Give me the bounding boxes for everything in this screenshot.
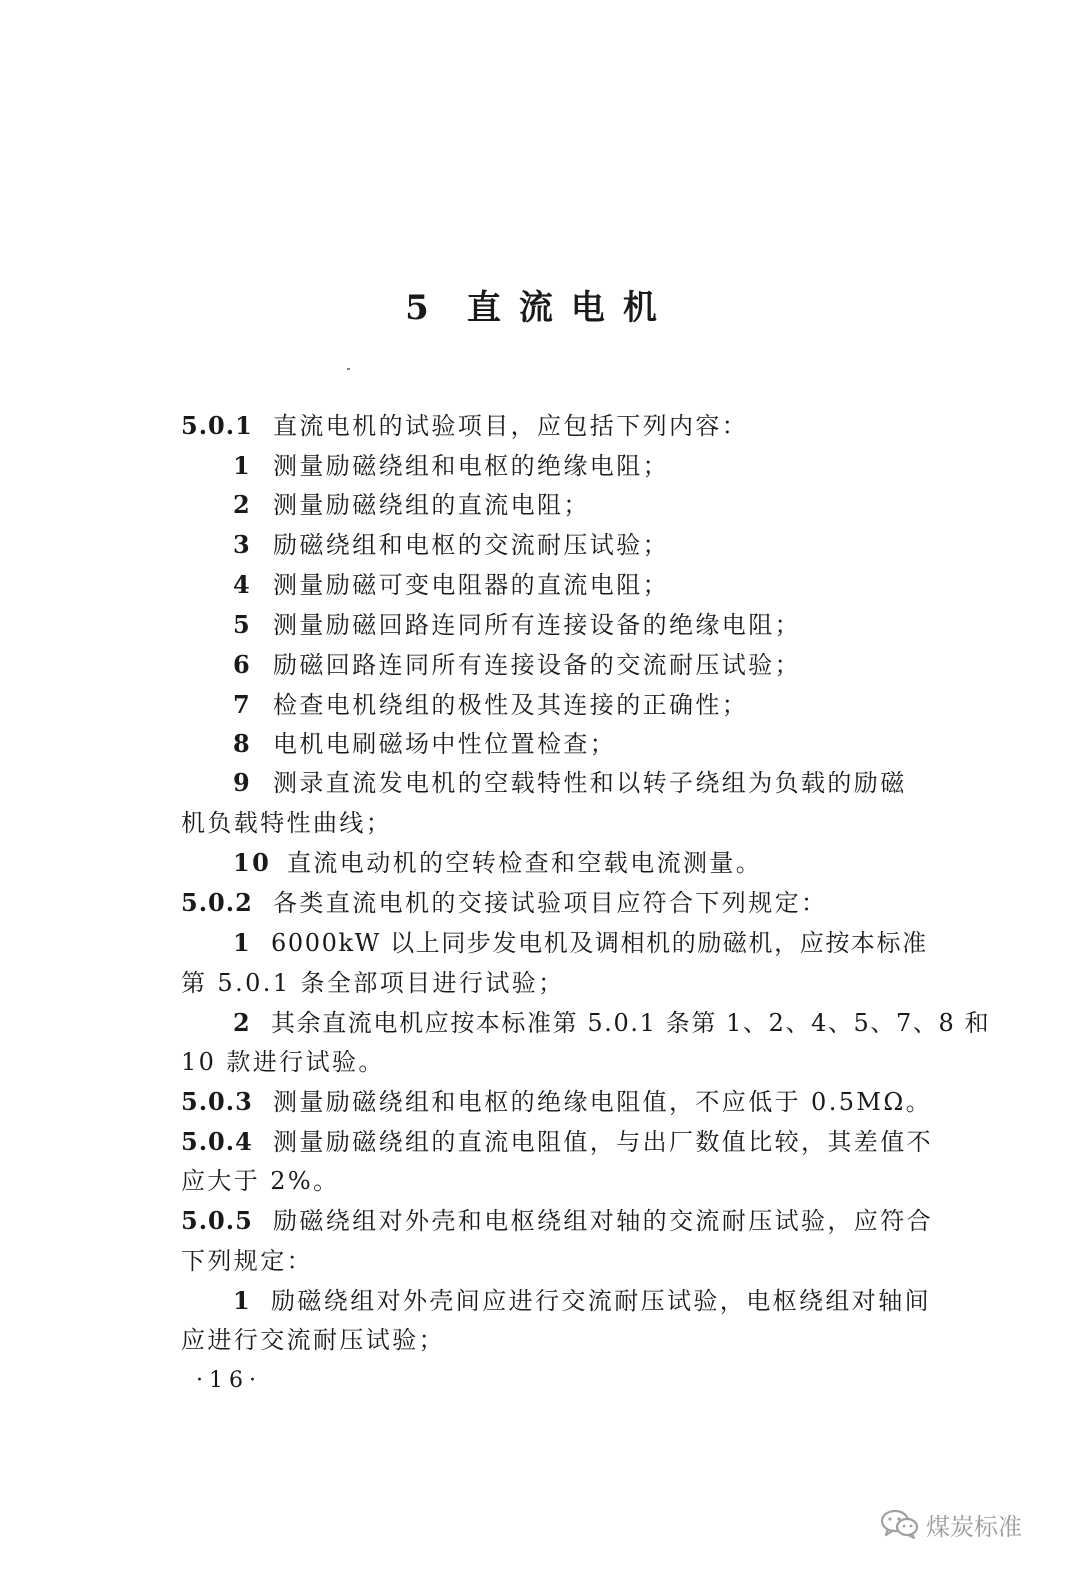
item-number: 10 xyxy=(233,848,272,877)
item-text-continued: 机负载特性曲线； xyxy=(181,809,393,837)
list-item xyxy=(233,490,590,520)
list-item xyxy=(233,690,748,720)
scan-speck xyxy=(347,368,350,370)
item-number: 9 xyxy=(233,768,253,797)
clause-number: 5.0.2 xyxy=(181,888,253,917)
item-text: 检查电机绕组的极性及其连接的正确性； xyxy=(273,691,749,719)
item-text: 测量励磁回路连同所有连接设备的绝缘电阻； xyxy=(273,611,801,639)
watermark-text: 煤炭标准 xyxy=(926,1512,1022,1541)
clause-continuation xyxy=(181,1166,340,1196)
clause-5-0-2-heading xyxy=(181,888,827,918)
item-number: 8 xyxy=(233,729,253,758)
page-number-value: 16 xyxy=(209,1368,249,1393)
list-item xyxy=(233,570,669,600)
item-text: 直流电动机的空转检查和空载电流测量。 xyxy=(287,849,763,877)
item-text-continued: 10 款进行试验。 xyxy=(181,1048,385,1076)
item-number: 7 xyxy=(233,690,253,719)
item-number: 1 xyxy=(233,1286,253,1315)
list-item xyxy=(233,729,616,759)
chapter-number: 5 xyxy=(405,288,447,328)
item-text: 测录直流发电机的空载特性和以转子绕组为负载的励磁 xyxy=(273,769,907,797)
clause-number: 5.0.5 xyxy=(181,1206,253,1235)
item-text: 其余直流电机应按本标准第 5.0.1 条第 1、2、4、5、7、8 和 xyxy=(271,1009,991,1037)
list-item-continuation xyxy=(181,1325,445,1355)
clause-text-continued: 下列规定： xyxy=(181,1247,313,1275)
clause-number: 5.0.1 xyxy=(181,411,253,440)
chapter-title xyxy=(0,280,1080,329)
item-number: 2 xyxy=(233,1008,253,1037)
list-item-continuation xyxy=(181,968,565,998)
list-item xyxy=(233,928,928,958)
item-text: 电机电刷磁场中性位置检查； xyxy=(273,730,617,758)
item-text-continued: 应进行交流耐压试验； xyxy=(181,1326,445,1354)
item-text: 6000kW 以上同步发电机及调相机的励磁机，应按本标准 xyxy=(271,929,928,957)
list-item xyxy=(233,610,801,640)
list-item xyxy=(233,530,669,560)
clause-number: 5.0.4 xyxy=(181,1127,253,1156)
clause-text: 测量励磁绕组和电枢的绝缘电阻值，不应低于 0.5MΩ。 xyxy=(273,1088,933,1116)
list-item xyxy=(233,1008,990,1038)
item-text: 励磁绕组和电枢的交流耐压试验； xyxy=(273,531,669,559)
item-text: 励磁绕组对外壳间应进行交流耐压试验，电枢绕组对轴间 xyxy=(271,1287,931,1315)
wechat-icon xyxy=(880,1508,920,1540)
item-number: 6 xyxy=(233,650,253,679)
list-item xyxy=(233,848,762,878)
clause-continuation xyxy=(181,1246,313,1276)
clause-5-0-4 xyxy=(181,1127,933,1157)
list-item-continuation xyxy=(181,808,392,838)
item-number: 1 xyxy=(233,451,253,480)
clause-text: 测量励磁绕组的直流电阻值，与出厂数值比较，其差值不 xyxy=(273,1128,933,1156)
item-text: 测量励磁可变电阻器的直流电阻； xyxy=(273,571,669,599)
watermark xyxy=(880,1506,1022,1542)
item-number: 5 xyxy=(233,610,253,639)
clause-text: 各类直流电机的交接试验项目应符合下列规定： xyxy=(273,889,828,917)
clause-text: 励磁绕组对外壳和电枢绕组对轴的交流耐压试验，应符合 xyxy=(273,1207,933,1235)
list-item-continuation xyxy=(181,1047,385,1077)
clause-5-0-5-heading xyxy=(181,1206,933,1236)
item-number: 4 xyxy=(233,570,253,599)
list-item xyxy=(233,451,669,481)
item-text: 测量励磁绕组和电枢的绝缘电阻； xyxy=(273,452,669,480)
clause-5-0-1-heading xyxy=(181,411,748,441)
chapter-name: 直流电机 xyxy=(466,288,675,328)
clause-number: 5.0.3 xyxy=(181,1087,253,1116)
list-item xyxy=(233,768,907,798)
list-item xyxy=(233,1286,931,1316)
item-text-continued: 第 5.0.1 条全部项目进行试验； xyxy=(181,969,565,997)
page-number: ·16· xyxy=(196,1368,262,1393)
item-text: 励磁回路连同所有连接设备的交流耐压试验； xyxy=(273,651,801,679)
clause-text: 直流电机的试验项目，应包括下列内容： xyxy=(273,412,749,440)
list-item xyxy=(233,650,801,680)
item-number: 2 xyxy=(233,490,253,519)
item-number: 1 xyxy=(233,928,253,957)
clause-text-continued: 应大于 2%。 xyxy=(181,1167,340,1195)
item-number: 3 xyxy=(233,530,253,559)
clause-5-0-3 xyxy=(181,1087,932,1117)
item-text: 测量励磁绕组的直流电阻； xyxy=(273,491,590,519)
